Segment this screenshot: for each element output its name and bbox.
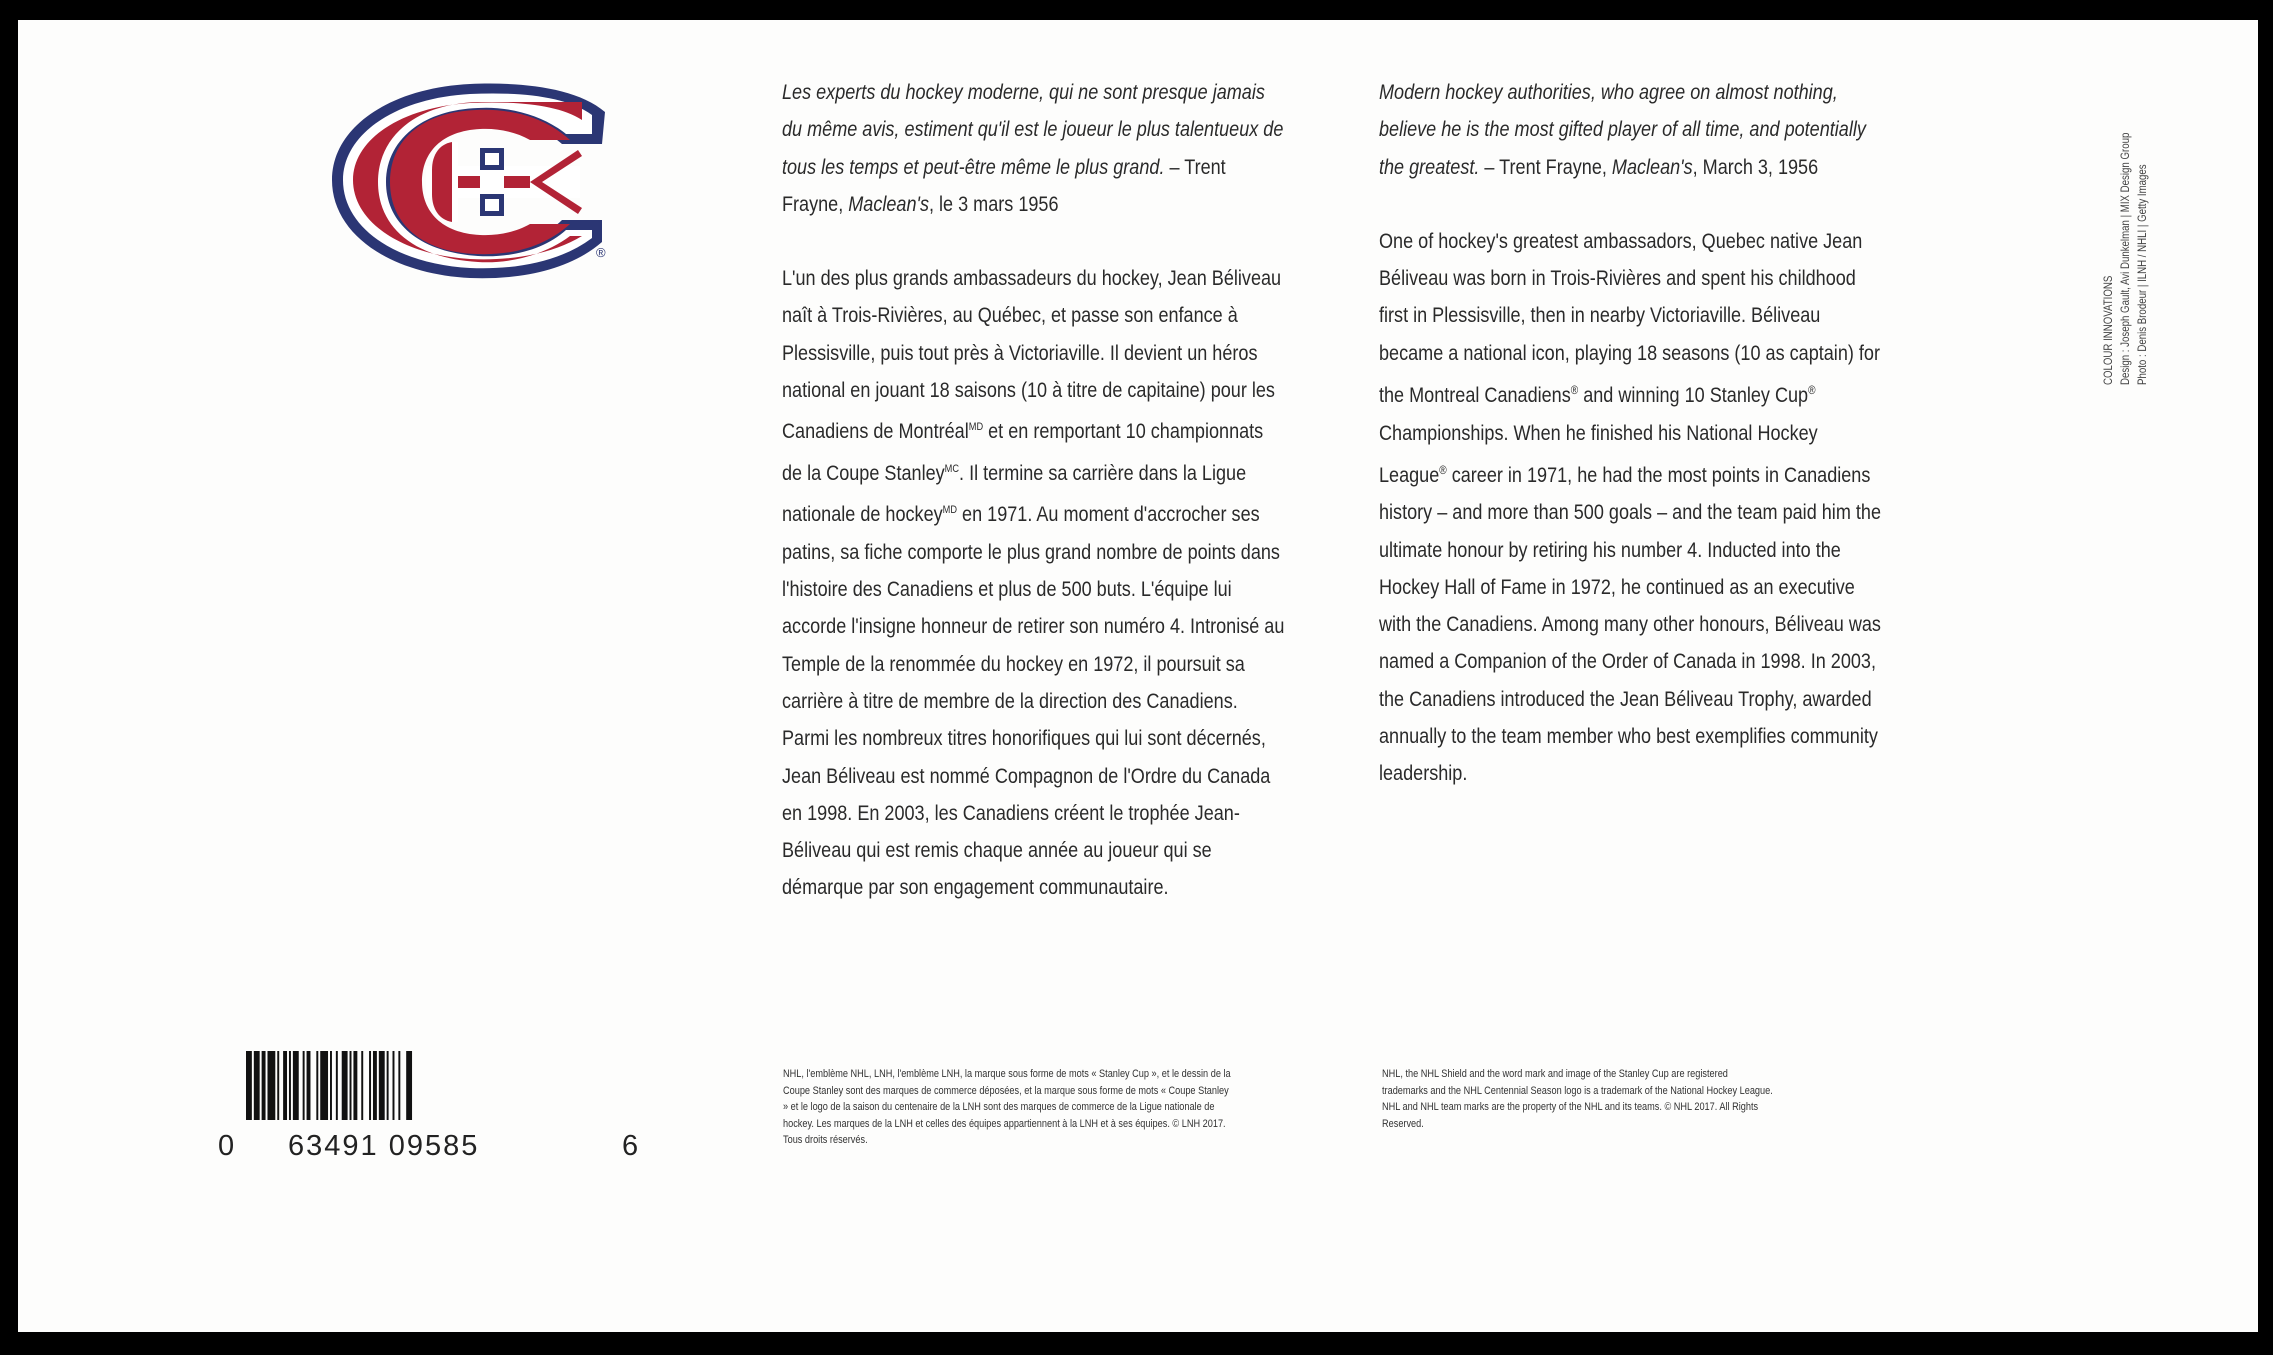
barcode-bar (379, 1051, 385, 1120)
english-attribution-source: Maclean's (1611, 154, 1693, 179)
english-biography (1379, 223, 1883, 793)
trademark-md: MD (968, 421, 984, 434)
barcode-first-digit: 0 (218, 1130, 236, 1162)
english-bio-part-1: One of hockey's greatest ambassadors, Quebec native Jean Béliveau was born in Trois-Rivières and spent his childhood first in Plessisville, then in nearby Victoriaville. Béliveau became a national icon, playing 18 seasons (10 as captain) for the Montreal Canadiens (1379, 228, 1880, 408)
logo-h-square-top-inner (485, 153, 499, 165)
english-bio-part-4: career in 1971, he had the most points in Canadiens history – and more than 500 goals – and the team paid him the ultimate honour by retiring his number 4. Inducted into the Hockey Hall of Fame in 1972, he continued as an executive with the Canadiens. Among many other honours, Béliveau was named a Companion of the Order of Canada in 1998. In 2003, the Canadiens introduced the Jean Béliveau Trophy, awarded annually to the team member who best exemplifies community leadership. (1379, 462, 1881, 786)
french-text-column (782, 74, 1286, 907)
registered-mark: ® (1570, 383, 1579, 398)
logo-h-bar-red-right (504, 176, 530, 188)
english-quote-text: Modern hockey authorities, who agree on almost nothing, believe he is the most gifted player of all time, and potentially the greatest. (1379, 80, 1866, 179)
barcode-bar (307, 1051, 311, 1120)
barcode-bar (254, 1051, 260, 1120)
english-legal-notice: NHL, the NHL Shield and the word mark and image of the Stanley Cup are registered trademarks and the NHL Centennial Season logo is a trademark of the National Hockey League. NHL and NHL team marks are the property of the NHL and its teams. © NHL 2017. All Rights Reserved. (1382, 1068, 1773, 1130)
barcode-bar (369, 1051, 371, 1120)
barcode-bar (350, 1051, 352, 1120)
english-quote (1379, 74, 1883, 186)
barcode-bar (267, 1051, 275, 1120)
english-attribution-prefix: – Trent Frayne, (1479, 154, 1612, 179)
barcode-bar (277, 1051, 279, 1120)
trademark-md: MD (942, 504, 958, 517)
french-legal-notice: NHL, l'emblème NHL, LNH, l'emblème LNH, la marque sous forme de mots « Stanley Cup », et le dessin de la Coupe Stanley sont des marques de commerce déposées, et la marque sous forme de mots « Coupe Stanley » et le logo de la saison du centenaire de la LNH sont des marques de commerce de la Ligue nationale de hockey. Les marques de la LNH et celles des équipes appartiennent à la LNH et à ses équipes. © LNH 2017. Tous droits réservés. (783, 1068, 1231, 1146)
barcode-bar (283, 1051, 287, 1120)
design-credits (2100, 65, 2151, 385)
logo-registered-mark: ® (596, 245, 606, 260)
barcode-bar (406, 1051, 412, 1120)
barcode-bar (330, 1051, 332, 1120)
registered-mark: ® (1439, 462, 1447, 477)
barcode-bar (303, 1051, 305, 1120)
english-text-column (1379, 74, 1883, 793)
french-attribution-suffix: , le 3 mars 1956 (929, 191, 1059, 216)
french-biography (782, 260, 1286, 907)
english-bio-part-3: Championships. When he finished his National Hockey League (1379, 420, 1818, 487)
barcode (246, 1051, 414, 1120)
barcode-last-digit: 6 (622, 1130, 640, 1162)
barcode-number: 63491 09585 (288, 1130, 480, 1162)
barcode-bar (342, 1051, 348, 1120)
barcode-bar (289, 1051, 291, 1120)
french-quote (782, 74, 1286, 223)
french-attribution-source: Maclean's (848, 191, 929, 216)
barcode-bar (246, 1051, 252, 1120)
barcode-bar (336, 1051, 338, 1120)
barcode-bar (373, 1051, 377, 1120)
barcode-bar (320, 1051, 328, 1120)
barcode-bar (393, 1051, 395, 1120)
logo-h-bar-red-left (458, 176, 480, 188)
credits-design: Design : Joseph Gault, Avi Dunkelman | MIX Design Group (2118, 132, 2132, 385)
french-attribution-prefix: – Trent Frayne, (782, 154, 1226, 216)
logo-h-left (432, 142, 452, 222)
barcode-bar (387, 1051, 389, 1120)
credits-printer: COLOUR INNOVATIONS (2101, 275, 2115, 385)
barcode-bar (316, 1051, 318, 1120)
registered-mark: ® (1808, 383, 1816, 398)
french-bio-part-3: . Il termine sa carrière dans la Ligue nationale de hockey (782, 460, 1247, 527)
barcode-bar (293, 1051, 299, 1120)
logo-h-square-bottom-inner (485, 199, 499, 211)
french-bio-part-1: L'un des plus grands ambassadeurs du hockey, Jean Béliveau naît à Trois-Rivières, au Québec, et passe son enfance à Plessisville, puis tout près à Victoriaville. Il devient un héros national en jouant 18 saisons (10 à titre de capitaine) pour les Canadiens de Montréal (782, 266, 1282, 444)
french-bio-part-4: en 1971. Au moment d'accrocher ses patins, sa fiche comporte le plus grand nombre de points dans l'histoire des Canadiens et plus de 500 buts. L'équipe lui accorde l'insigne honneur de retirer son numéro 4. Intronisé au Temple de la renommée du hockey en 1972, il poursuit sa carrière à titre de membre de la direction des Canadiens. Parmi les nombreux titres honorifiques qui lui sont décernés, Jean Béliveau est nommé Compagnon de l'Ordre du Canada en 1998. En 2003, les Canadiens créent le trophée Jean-Béliveau qui est remis chaque année au joueur qui se démarque par son engagement communautaire. (782, 502, 1285, 900)
barcode-bar (353, 1051, 357, 1120)
french-bio-part-2: et en remportant 10 championnats de la Coupe Stanley (782, 419, 1264, 485)
canadiens-logo-icon (330, 82, 620, 282)
english-bio-part-2: and winning 10 Stanley Cup (1578, 383, 1809, 408)
english-attribution-suffix: , March 3, 1956 (1692, 154, 1819, 179)
credits-photo: Photo : Denis Brodeur | ILNH / NHLI | Getty Images (2135, 164, 2149, 385)
barcode-bar (398, 1051, 400, 1120)
french-quote-text: Les experts du hockey moderne, qui ne sont presque jamais du même avis, estiment qu'il est le joueur le plus talentueux de tous les temps et peut-être même le plus grand. (782, 80, 1284, 179)
trademark-mc: MC (944, 462, 960, 475)
barcode-bar (262, 1051, 266, 1120)
barcode-bar (361, 1051, 363, 1120)
